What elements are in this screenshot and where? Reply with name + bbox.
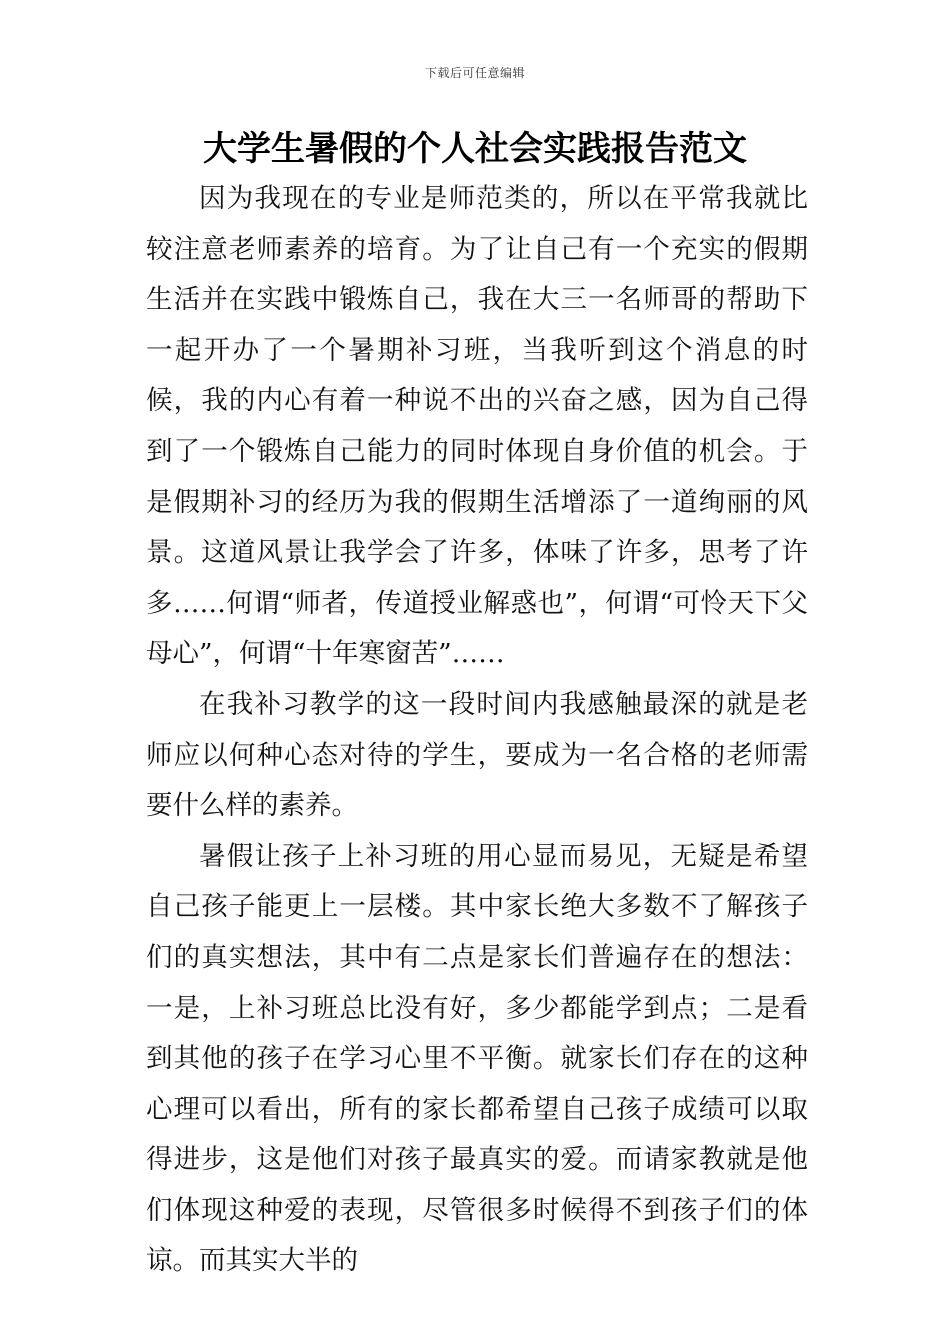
paragraph-1: 因为我现在的专业是师范类的，所以在平常我就比较注意老师素养的培育。为了让自己有一个充实的假期生活并在实践中锻炼自己，我在大三一名师哥的帮助下一起开办了一个暑期补习班，当我听到这个消息的时候，我的内心有着一种说不出的兴奋之感，因为自己得到了一个锻炼自己能力的同时体现自身价值的机会。于是假期补习的经历为我的假期生活增添了一道绚丽的风景。这道风景让我学会了许多，体味了许多，思考了许多……何谓“师者，传道授业解惑也”，何谓“可怜天下父母心”，何谓“十年寒窗苦”…… (146, 183, 808, 670)
header-note: 下载后可任意编辑 (424, 66, 525, 80)
document-body (146, 174, 808, 1287)
paragraph-2: 在我补习教学的这一段时间内我感触最深的就是老师应以何种心态对待的学生，要成为一名合格的老师需要什么样的素养。 (146, 688, 808, 822)
document-title: 大学生暑假的个人社会实践报告范文 (203, 129, 747, 169)
paragraph-3: 暑假让孩子上补习班的用心显而易见，无疑是希望自己孩子能更上一层楼。其中家长绝大多数不了解孩子们的真实想法，其中有二点是家长们普遍存在的想法：一是，上补习班总比没有好，多少都能学到点；二是看到其他的孩子在学习心里不平衡。就家长们存在的这种心理可以看出，所有的家长都希望自己孩子成绩可以取得进步，这是他们对孩子最真实的爱。而请家教就是他们体现这种爱的表现，尽管很多时候得不到孩子们的体谅。而其实大半的 (146, 840, 808, 1277)
